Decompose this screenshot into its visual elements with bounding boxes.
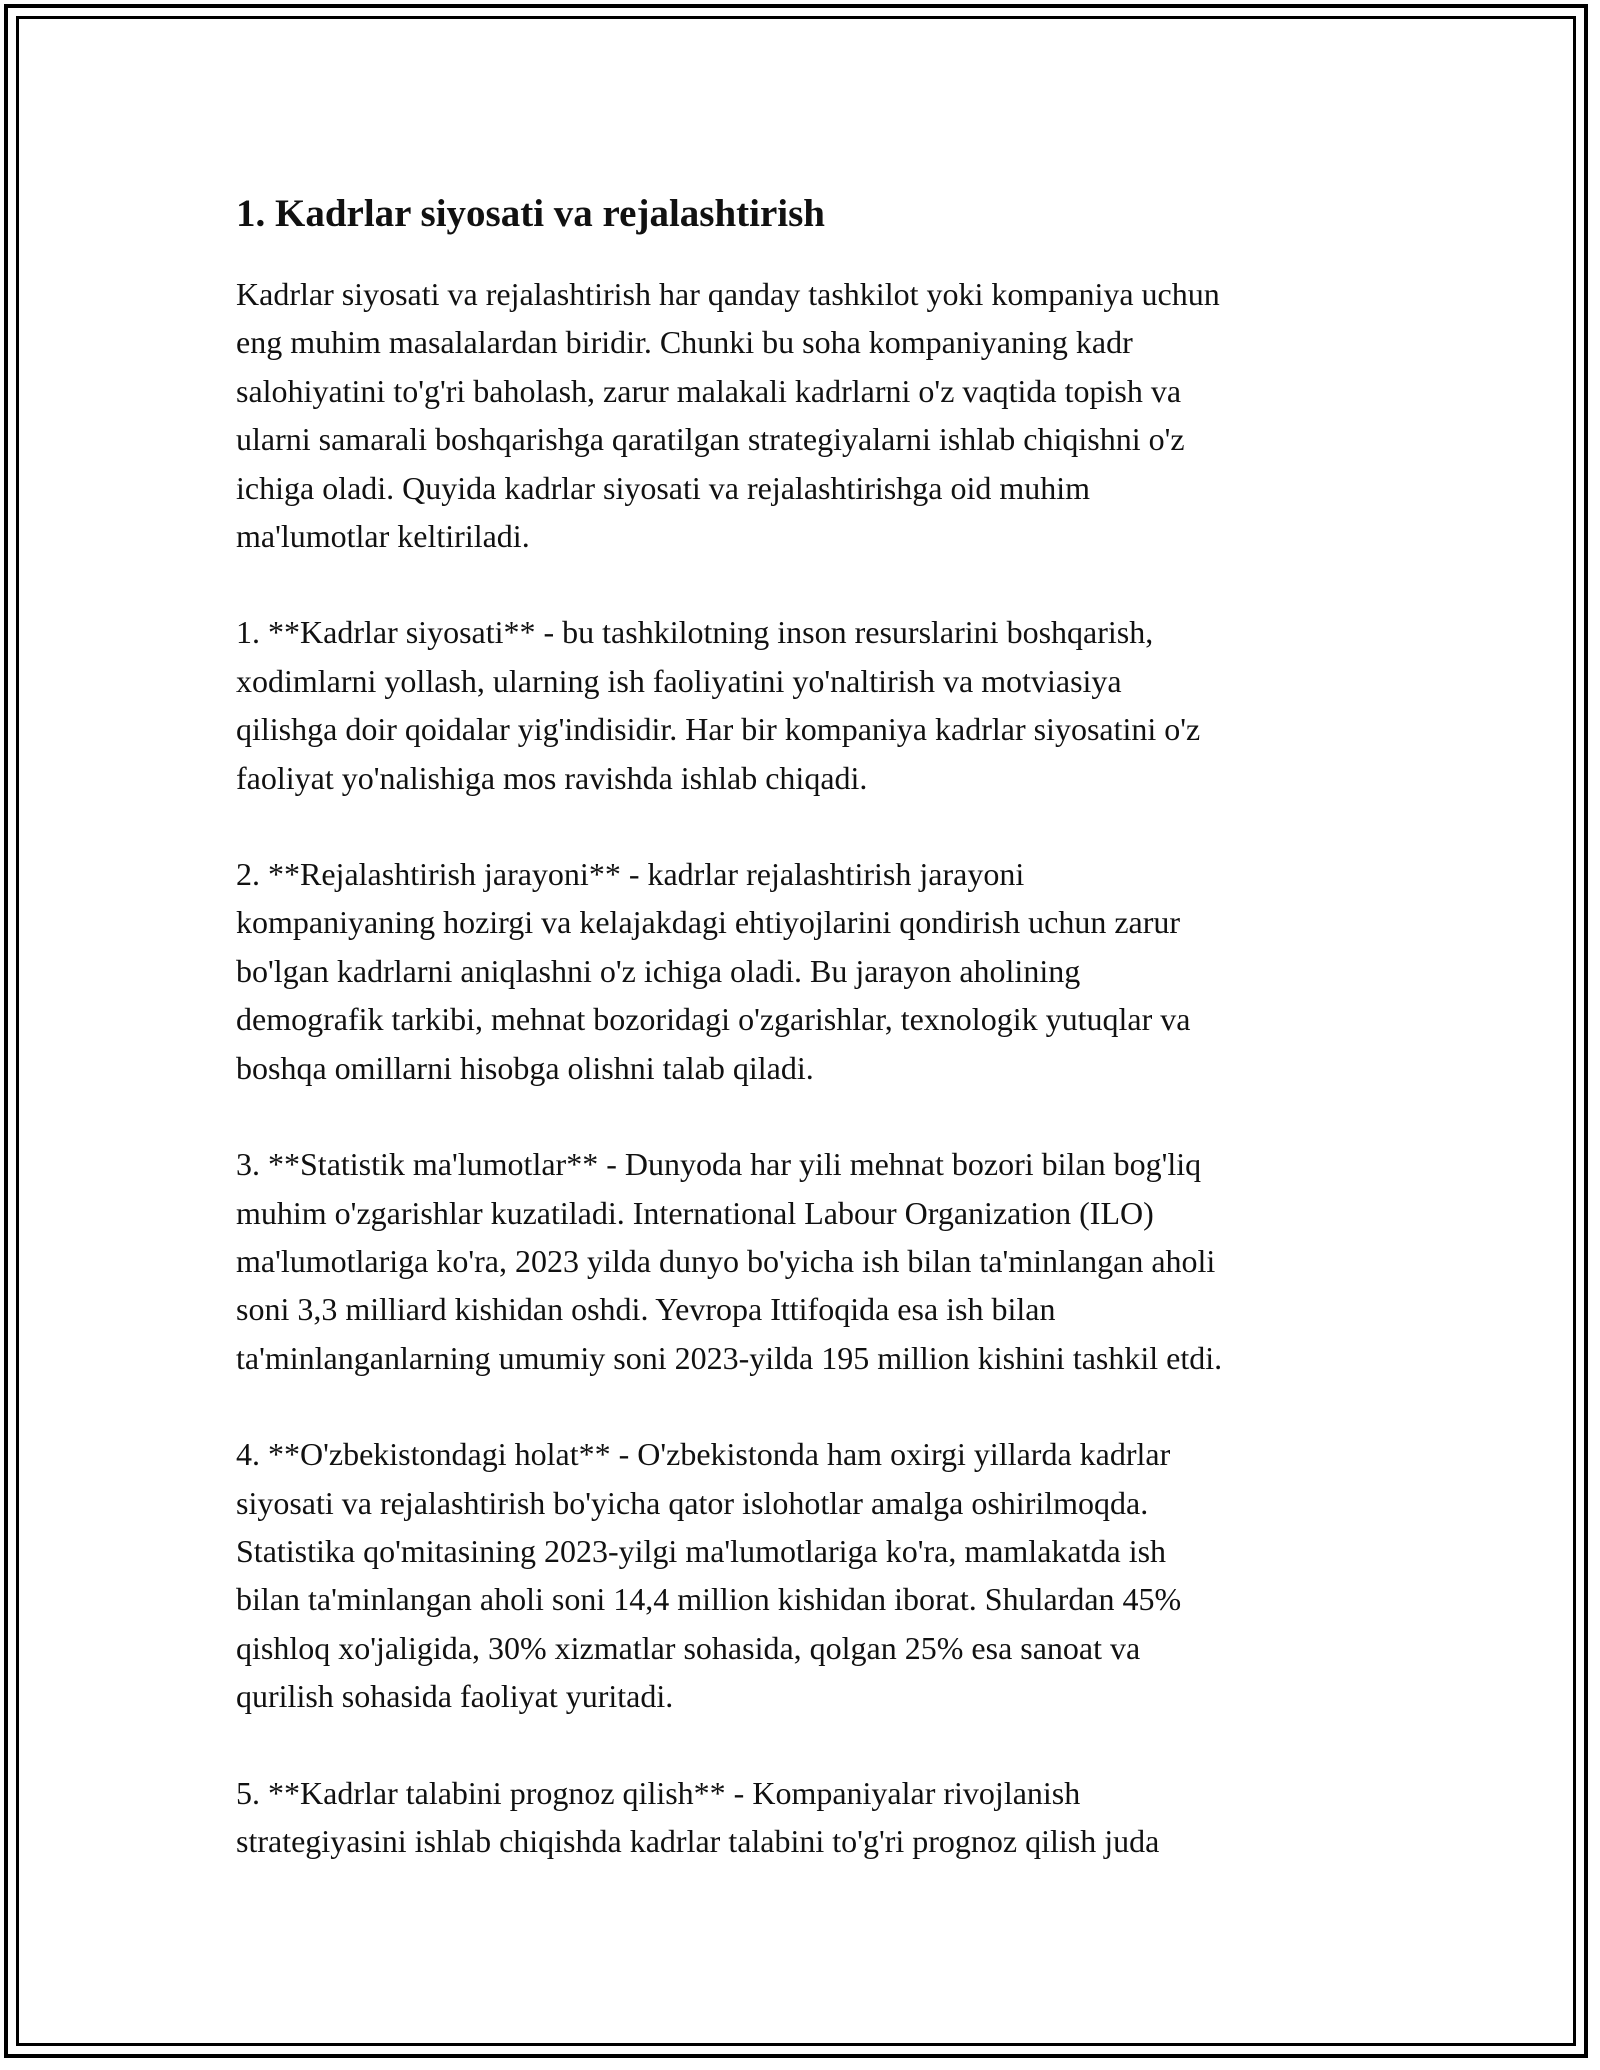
item-rejalashtirish-jarayoni: 2. **Rejalashtirish jarayoni** - kadrlar rejalashtirish jarayoni kompaniyaning hozirgi va kelajakdagi ehtiyojlarini qondirish uchun zarur bo'lgan kadrlarni aniqlashni o'z ichiga oladi. Bu jarayon aholining demografik tarkibi, mehnat bozoridagi o'zgarishlar, texnologik yutuqlar va boshqa omillarni hisobga olishni talab qiladi. bbox=[236, 856, 1191, 1086]
item-ozbekistondagi-holat: 4. **O'zbekistondagi holat** - O'zbekistonda ham oxirgi yillarda kadrlar siyosati va rejalashtirish bo'yicha qator islohotlar amalga oshirilmoqda. Statistika qo'mitasining 2023-yilgi ma'lumotlariga ko'ra, mamlakatda ish bilan ta'minlangan aholi soni 14,4 million kishidan iborat. Shulardan 45% qishloq xo'jaligida, 30% xizmatlar sohasida, qolgan 25% esa sanoat va qurilish sohasida faoliyat yuritadi. bbox=[236, 1436, 1182, 1715]
document-body bbox=[236, 184, 1376, 1913]
intro-paragraph: Kadrlar siyosati va rejalashtirish har qanday tashkilot yoki kompaniya uchun eng muhim masalalardan biridir. Chunki bu soha kompaniyaning kadr salohiyatini to'g'ri baholash, zarur malakali kadrlarni o'z vaqtida topish va ularni samarali boshqarishga qaratilgan strategiyalarni ishlab chiqishni o'z ichiga oladi. Quyida kadrlar siyosati va rejalashtirishga oid muhim ma'lumotlar keltiriladi. bbox=[236, 276, 1220, 555]
item-kadrlar-talabini-prognoz: 5. **Kadrlar talabini prognoz qilish** - Kompaniyalar rivojlanish strategiyasini ishlab chiqishda kadrlar talabini to'g'ri prognoz qilish juda bbox=[236, 1774, 1160, 1859]
item-statistik-malumotlar: 3. **Statistik ma'lumotlar** - Dunyoda har yili mehnat bozori bilan bog'liq muhim o'zgarishlar kuzatiladi. International Labour Organization (ILO) ma'lumotlariga ko'ra, 2023 yilda dunyo bo'yicha ish bilan ta'minlangan aholi soni 3,3 milliard kishidan oshdi. Yevropa Ittifoqida esa ish bilan ta'minlanganlarning umumiy soni 2023-yilda 195 million kishini tashkil etdi. bbox=[236, 1146, 1223, 1376]
section-heading: 1. Kadrlar siyosati va rejalashtirish bbox=[236, 192, 825, 235]
item-kadrlar-siyosati: 1. **Kadrlar siyosati** - bu tashkilotning inson resurslarini boshqarish, xodimlarni yollash, ularning ish faoliyatini yo'naltirish va motviasiya qilishga doir qoidalar yig'indisidir. Har bir kompaniya kadrlar siyosatini o'z faoliyat yo'nalishiga mos ravishda ishlab chiqadi. bbox=[236, 614, 1201, 796]
